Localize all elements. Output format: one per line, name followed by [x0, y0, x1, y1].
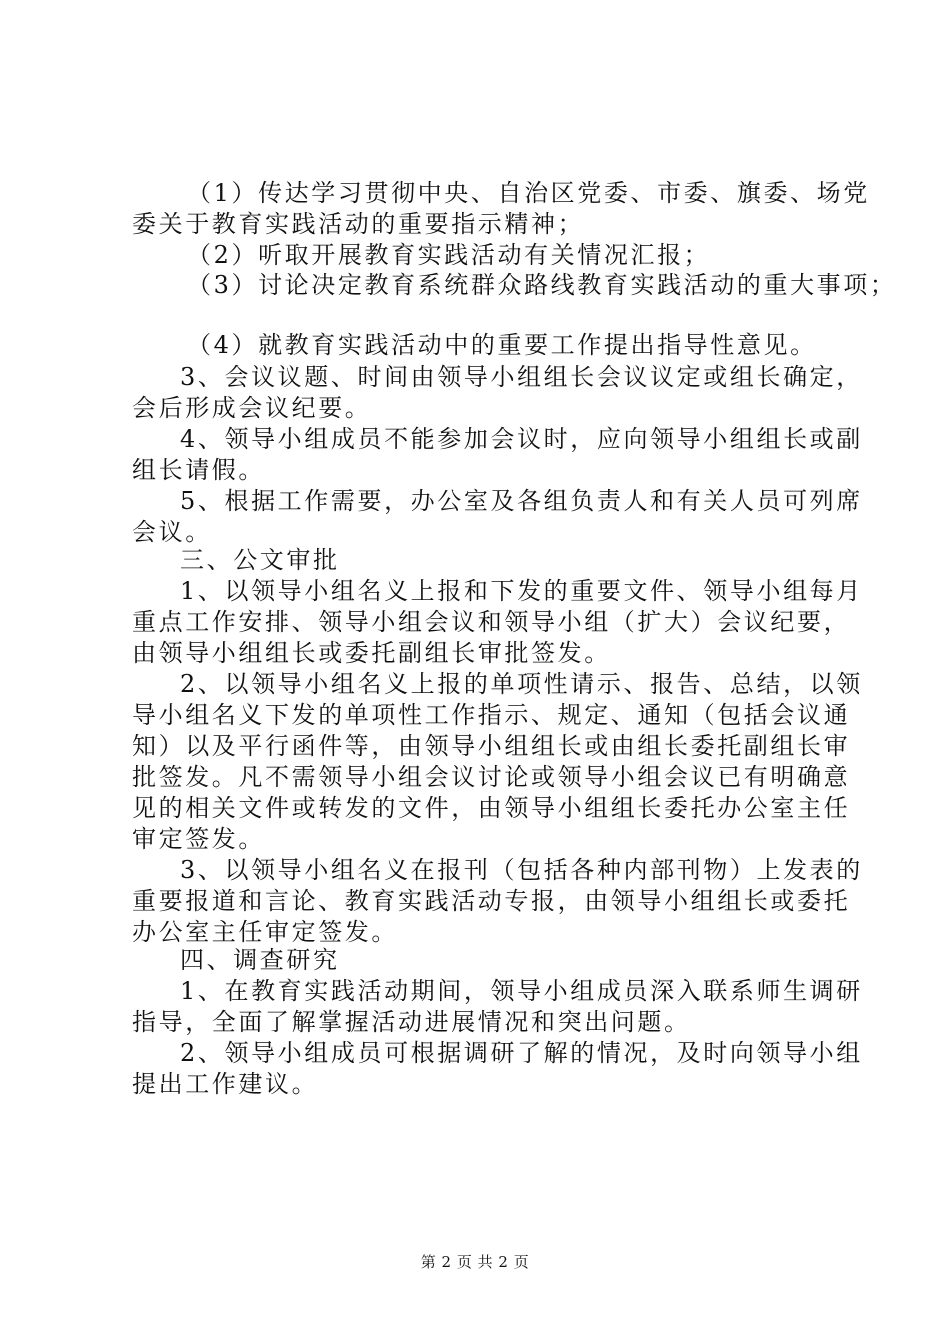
text-line: 见的相关文件或转发的文件，由领导小组组长委托办公室主任 — [132, 794, 851, 822]
text-line: 3、会议议题、时间由领导小组组长会议议定或组长确定， — [180, 363, 863, 391]
text-line: 2、以领导小组名义上报的单项性请示、报告、总结，以领 — [180, 670, 863, 698]
text-line: 2、领导小组成员可根据调研了解的情况，及时向领导小组 — [180, 1039, 863, 1067]
text-line: 提出工作建议。 — [132, 1070, 319, 1098]
text-line: 批签发。凡不需领导小组会议讨论或领导小组会议已有明确意 — [132, 763, 851, 791]
text-line: （2）听取开展教育实践活动有关情况汇报； — [187, 241, 711, 269]
text-line: 委关于教育实践活动的重要指示精神； — [132, 210, 585, 238]
section-heading: 三、公文审批 — [180, 546, 340, 574]
text-line: 5、根据工作需要，办公室及各组负责人和有关人员可列席 — [180, 487, 863, 515]
text-line: 指导，全面了解掌握活动进展情况和突出问题。 — [132, 1008, 691, 1036]
text-line: 1、在教育实践活动期间，领导小组成员深入联系师生调研 — [180, 977, 863, 1005]
text-line: （1）传达学习贯彻中央、自治区党委、市委、旗委、场党 — [187, 179, 870, 207]
text-line: 3、以领导小组名义在报刊（包括各种内部刊物）上发表的 — [180, 856, 863, 884]
text-line: 办公室主任审定签发。 — [132, 918, 398, 946]
page-number-footer: 第 2 页 共 2 页 — [420, 1253, 530, 1271]
text-line: （3）讨论决定教育系统群众路线教育实践活动的重大事项； — [187, 271, 897, 299]
text-line: 组长请假。 — [132, 456, 265, 484]
text-line: 审定签发。 — [132, 825, 265, 853]
text-line: 由领导小组组长或委托副组长审批签发。 — [132, 639, 611, 667]
text-line: 1、以领导小组名义上报和下发的重要文件、领导小组每月 — [180, 577, 863, 605]
text-line: 知）以及平行函件等，由领导小组组长或由组长委托副组长审 — [132, 732, 851, 760]
text-line: （4）就教育实践活动中的重要工作提出指导性意见。 — [187, 331, 817, 359]
text-line: 导小组名义下发的单项性工作指示、规定、通知（包括会议通 — [132, 701, 851, 729]
text-line: 重要报道和言论、教育实践活动专报，由领导小组组长或委托 — [132, 887, 851, 915]
text-line: 会议。 — [132, 518, 212, 546]
text-line: 重点工作安排、领导小组会议和领导小组（扩大）会议纪要， — [132, 608, 851, 636]
text-line: 会后形成会议纪要。 — [132, 394, 372, 422]
text-line: 4、领导小组成员不能参加会议时，应向领导小组组长或副 — [180, 425, 863, 453]
section-heading: 四、调查研究 — [180, 946, 340, 974]
